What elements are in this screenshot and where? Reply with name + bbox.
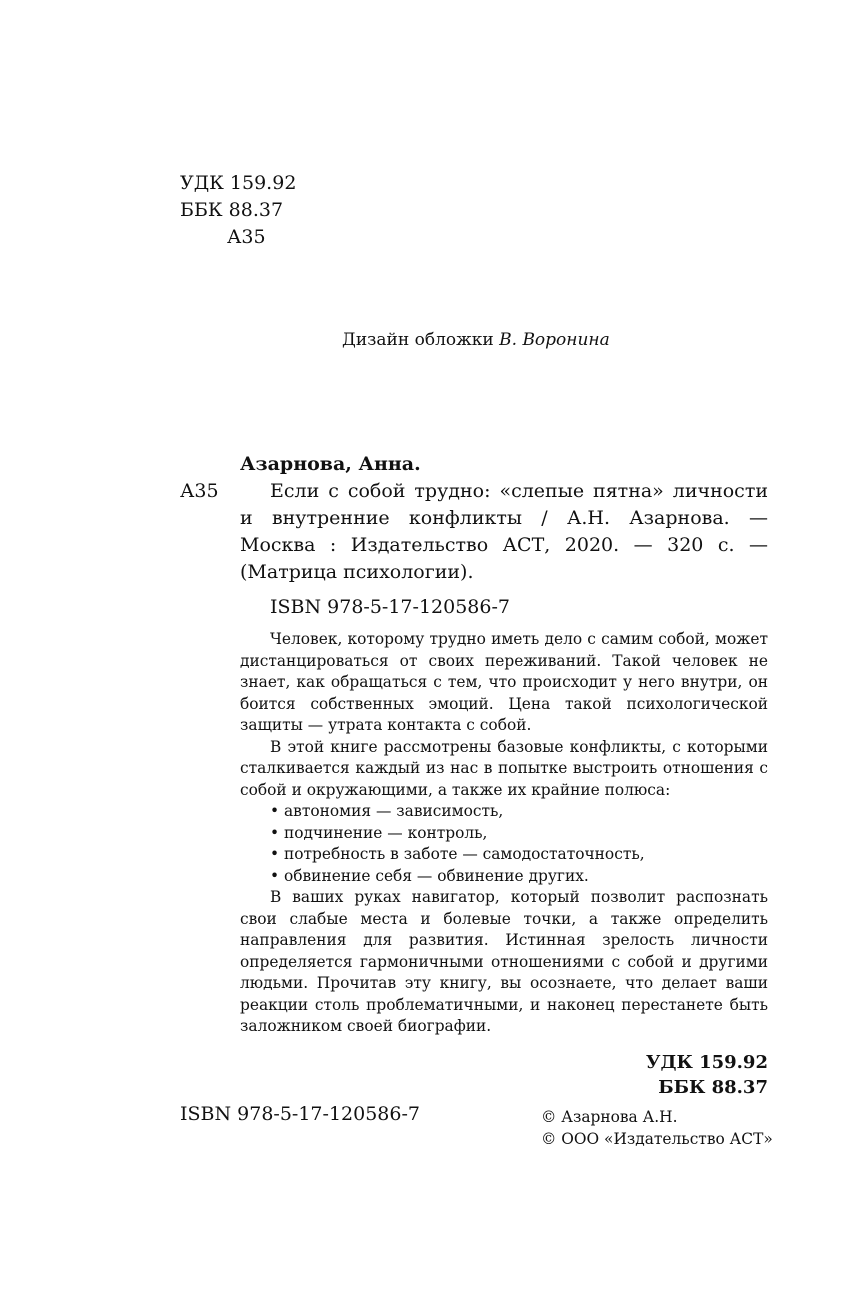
design-credit-name: В. Воронина bbox=[499, 330, 610, 350]
header-author-mark: А35 bbox=[227, 226, 266, 248]
annotation-paragraph-2: В этой книге рассмотрены базовые конфликты, с которыми сталкивается каждый из нас в попытке выстроить отношения с собой и окружающими, а также их крайние полюса: bbox=[240, 737, 768, 799]
entry-isbn: ISBN 978-5-17-120586-7 bbox=[270, 596, 510, 618]
list-item: • подчинение — контроль, bbox=[240, 823, 768, 845]
annotation-paragraph-1: Человек, которому трудно иметь дело с самим собой, может дистанцироваться от своих переживаний. Такой человек не знает, как обращаться с тем, что происходит у него внутри, он боится собственных эмоций. Цена такой психологической защиты — утрата контакта с собой. bbox=[240, 630, 768, 734]
footer-isbn: ISBN 978-5-17-120586-7 bbox=[180, 1103, 420, 1125]
bibliographic-description: Если с собой трудно: «слепые пятна» личности и внутренние конфликты / А.Н. Азарнова. — Москва : Издательство АСТ, 2020. — 320 с. — (Матрица психологии). bbox=[240, 480, 768, 583]
classification-udk: УДК 159.92 bbox=[645, 1051, 768, 1073]
bibliographic-block bbox=[180, 478, 768, 586]
poles-list bbox=[240, 801, 768, 887]
list-item: • автономия — зависимость, bbox=[240, 801, 768, 823]
annotation-paragraph-3: В ваших руках навигатор, который позволит распознать свои слабые места и болевые точки, а также определить направления для развития. Истинная зрелость личности определяется гармоничными отношениями с собой и другими людьми. Прочитав эту книгу, вы осознаете, что делает ваши реакции столь проблематичными, и наконец перестанете быть заложником своей биографии. bbox=[240, 888, 768, 1035]
copyright-author: © Азарнова А.Н. bbox=[541, 1108, 678, 1126]
classification-codes bbox=[180, 1050, 768, 1100]
header-bbk: ББК 88.37 bbox=[180, 199, 284, 221]
header-classification-codes bbox=[180, 170, 296, 251]
catalog-entry bbox=[180, 452, 768, 1100]
list-item: • обвинение себя — обвинение других. bbox=[240, 866, 768, 888]
annotation bbox=[240, 629, 768, 1038]
classification-bbk: ББК 88.37 bbox=[658, 1076, 768, 1098]
cover-design-credit bbox=[342, 330, 610, 350]
entry-author: Азарнова, Анна. bbox=[240, 453, 421, 475]
design-credit-label: Дизайн обложки bbox=[342, 330, 494, 350]
list-item: • потребность в заботе — самодостаточность, bbox=[240, 844, 768, 866]
header-udk: УДК 159.92 bbox=[180, 172, 297, 194]
entry-author-mark: А35 bbox=[180, 480, 219, 502]
copyright-block bbox=[541, 1106, 773, 1150]
copyright-publisher: © ООО «Издательство АСТ» bbox=[541, 1130, 773, 1148]
